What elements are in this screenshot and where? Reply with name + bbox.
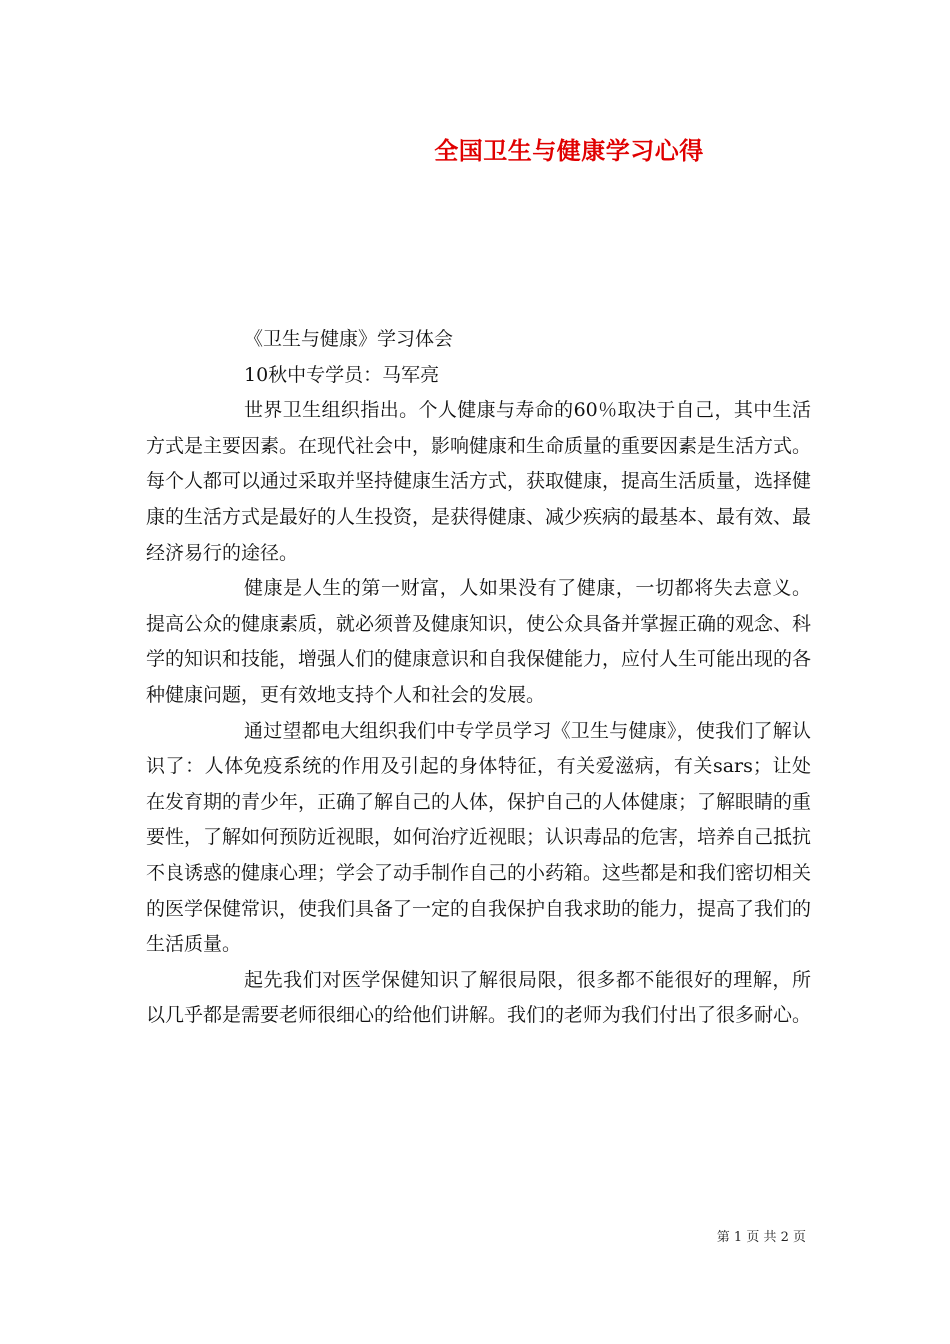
document-body: [146, 322, 811, 1034]
paragraph-4: 起先我们对医学保健知识了解很局限，很多都不能很好的理解，所以几乎都是需要老师很细心的给他们讲解。我们的老师为我们付出了很多耐心。: [146, 968, 812, 1027]
page-number-footer: 第 1 页 共 2 页: [716, 1230, 806, 1245]
document-title: 全国卫生与健康学习心得: [434, 136, 704, 165]
author-line: 10秋中专学员：马军亮: [244, 363, 440, 386]
paragraph-3: 通过望都电大组织我们中专学员学习《卫生与健康》，使我们了解认识了：人体免疫系统的作用及引起的身体特征，有关爱滋病，有关sars；让处在发育期的青少年，正确了解自己的人体，保护自己的人体健康；了解眼睛的重要性，了解如何预防近视眼，如何治疗近视眼；认识毒品的危害，培养自己抵抗不良诱惑的健康心理；学会了动手制作自己的小药箱。这些都是和我们密切相关的医学保健常识，使我们具备了一定的自我保护自我求助的能力，提高了我们的生活质量。: [146, 719, 812, 956]
paragraph-1: 世界卫生组织指出。个人健康与寿命的60％取决于自己，其中生活方式是主要因素。在现代社会中，影响健康和生命质量的重要因素是生活方式。每个人都可以通过采取并坚持健康生活方式，获取健康，提高生活质量，选择健康的生活方式是最好的人生投资，是获得健康、减少疾病的最基本、最有效、最经济易行的途径。: [146, 399, 812, 564]
paragraph-2: 健康是人生的第一财富，人如果没有了健康，一切都将失去意义。提高公众的健康素质，就必须普及健康知识，使公众具备并掌握正确的观念、科学的知识和技能，增强人们的健康意识和自我保健能力，应付人生可能出现的各种健康问题，更有效地支持个人和社会的发展。: [146, 577, 812, 706]
document-subtitle: 《卫生与健康》学习体会: [244, 328, 454, 350]
